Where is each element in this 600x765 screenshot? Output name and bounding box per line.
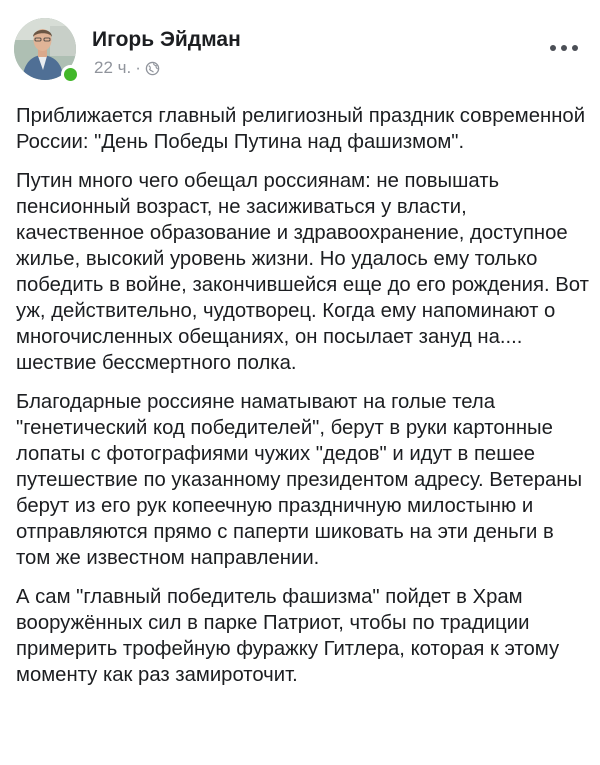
post-timestamp[interactable]: 22 ч.	[94, 58, 132, 77]
menu-dot	[572, 45, 578, 51]
author-name[interactable]: Игорь Эйдман	[92, 28, 241, 51]
more-options-icon[interactable]	[544, 36, 584, 60]
meta-separator: ·	[135, 58, 141, 77]
post-paragraph-3: Благодарные россияне наматывают на голые тела "генетический код победителей", берут в руки картонные лопаты с фотографиями чужих "дедов" и идут в пешее путешествие по указанному президентом адресу. Ветераны берут из его рук копеечную праздничную милостыню и отправляются прямо с паперти шиковать на эти деньги в том же известном направлении.	[16, 391, 583, 569]
globe-icon	[145, 61, 160, 76]
post-body	[16, 103, 590, 701]
post-header	[14, 18, 586, 86]
post-meta	[94, 58, 160, 78]
post-paragraph-1: Приближается главный религиозный праздник современной России: "День Победы Путина над фашизмом".	[16, 105, 586, 153]
online-status-indicator	[61, 65, 80, 84]
post-paragraph-2: Путин много чего обещал россиянам: не повышать пенсионный возраст, не засиживаться у власти, качественное образование и здравоохранение, доступное жилье, высокий уровень жизни. Но удалось ему только победить в войне, закончившейся еще до его рождения. Вот уж, действительно, чудотворец. Когда ему напоминают о многочисленных обещаниях, он посылает зануд на.... шествие бессмертного полка.	[16, 170, 589, 374]
menu-dot	[561, 45, 567, 51]
menu-dot	[550, 45, 556, 51]
author-avatar[interactable]	[14, 18, 78, 82]
post-paragraph-4: А сам "главный победитель фашизма" пойдет в Храм вооружённых сил в парке Патриот, чтобы по традиции примерить трофейную фуражку Гитлера, которая к этому моменту как раз замироточит.	[16, 586, 560, 686]
